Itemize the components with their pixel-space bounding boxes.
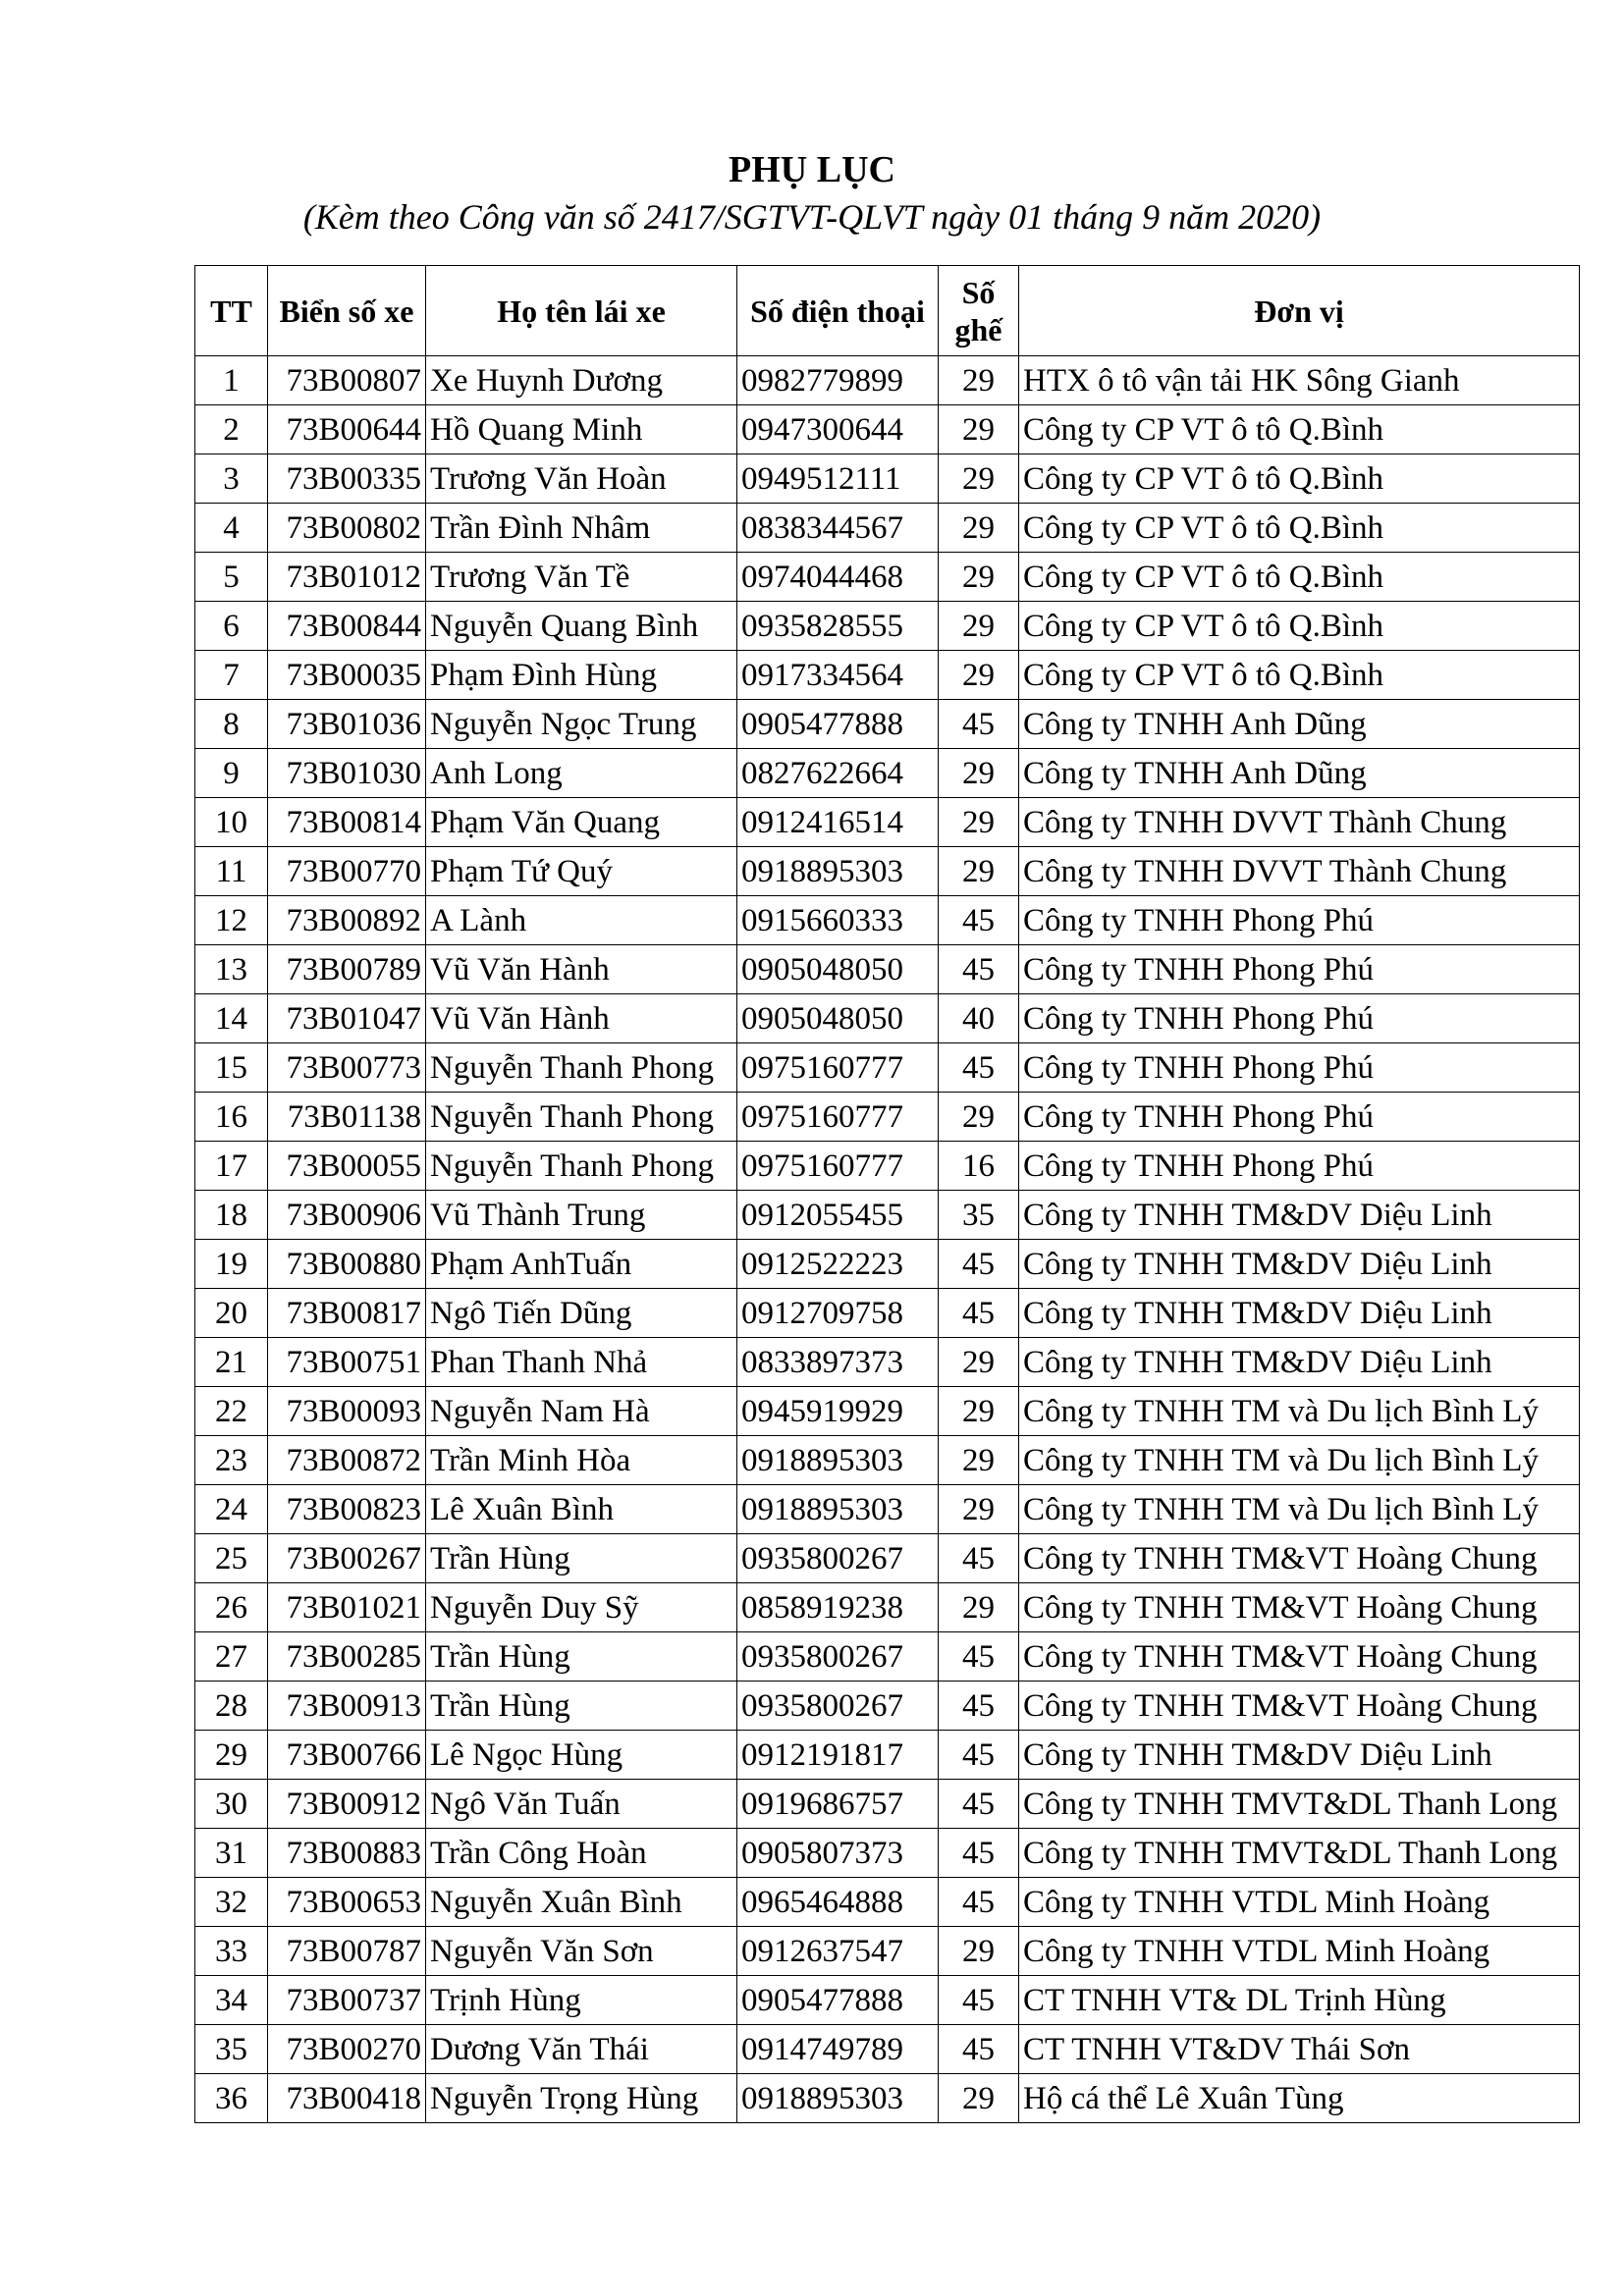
cell-driver: Nguyễn Trọng Hùng [426, 2074, 737, 2123]
cell-seats: 29 [939, 749, 1019, 798]
document-title: PHỤ LỤC [729, 149, 895, 190]
cell-seats: 45 [939, 1976, 1019, 2025]
cell-driver: Vũ Văn Hành [426, 945, 737, 994]
cell-plate: 73B00912 [268, 1780, 426, 1829]
cell-driver: Xe Huynh Dương [426, 356, 737, 405]
cell-plate: 73B00817 [268, 1289, 426, 1338]
header-phone: Số điện thoại [737, 266, 939, 356]
cell-unit: Công ty TNHH Phong Phú [1019, 1043, 1580, 1093]
table-row [195, 1682, 1580, 1731]
cell-unit: Công ty CP VT ô tô Q.Bình [1019, 454, 1580, 504]
table-row [195, 1240, 1580, 1289]
cell-phone: 0975160777 [737, 1043, 939, 1093]
cell-phone: 0905048050 [737, 994, 939, 1043]
cell-unit: Công ty TNHH TM&VT Hoàng Chung [1019, 1632, 1580, 1682]
cell-unit: Công ty TNHH Anh Dũng [1019, 749, 1580, 798]
cell-plate: 73B00807 [268, 356, 426, 405]
table-row [195, 1878, 1580, 1927]
table-row [195, 1976, 1580, 2025]
table-row [195, 504, 1580, 553]
cell-phone: 0905477888 [737, 700, 939, 749]
cell-plate: 73B00883 [268, 1829, 426, 1878]
cell-seats: 45 [939, 2025, 1019, 2074]
cell-unit: CT TNHH VT&DV Thái Sơn [1019, 2025, 1580, 2074]
cell-plate: 73B00892 [268, 896, 426, 945]
table-row [195, 1583, 1580, 1632]
table-row [195, 2074, 1580, 2123]
cell-seats: 29 [939, 1387, 1019, 1436]
cell-unit: Công ty TNHH Phong Phú [1019, 994, 1580, 1043]
table-row [195, 1485, 1580, 1534]
cell-phone: 0858919238 [737, 1583, 939, 1632]
cell-plate: 73B01030 [268, 749, 426, 798]
table-row [195, 553, 1580, 602]
cell-driver: Trịnh Hùng [426, 1976, 737, 2025]
cell-tt: 15 [195, 1043, 268, 1093]
cell-tt: 11 [195, 847, 268, 896]
cell-tt: 18 [195, 1191, 268, 1240]
cell-driver: Anh Long [426, 749, 737, 798]
table-row [195, 454, 1580, 504]
cell-unit: Công ty TNHH Phong Phú [1019, 1142, 1580, 1191]
cell-seats: 45 [939, 1240, 1019, 1289]
cell-unit: Công ty TNHH VTDL Minh Hoàng [1019, 1927, 1580, 1976]
cell-unit: Công ty TNHH VTDL Minh Hoàng [1019, 1878, 1580, 1927]
cell-seats: 29 [939, 2074, 1019, 2123]
table-row [195, 405, 1580, 454]
cell-seats: 29 [939, 454, 1019, 504]
cell-driver: Trương Văn Tề [426, 553, 737, 602]
cell-tt: 16 [195, 1093, 268, 1142]
header-driver: Họ tên lái xe [426, 266, 737, 356]
cell-tt: 14 [195, 994, 268, 1043]
cell-unit: Công ty TNHH TM&DV Diệu Linh [1019, 1289, 1580, 1338]
cell-plate: 73B01012 [268, 553, 426, 602]
cell-driver: Trần Công Hoàn [426, 1829, 737, 1878]
cell-seats: 45 [939, 1534, 1019, 1583]
cell-seats: 45 [939, 1632, 1019, 1682]
cell-tt: 8 [195, 700, 268, 749]
cell-tt: 32 [195, 1878, 268, 1927]
cell-seats: 45 [939, 700, 1019, 749]
cell-plate: 73B00335 [268, 454, 426, 504]
cell-unit: Công ty CP VT ô tô Q.Bình [1019, 405, 1580, 454]
cell-seats: 45 [939, 1829, 1019, 1878]
cell-unit: Công ty TNHH TMVT&DL Thanh Long [1019, 1829, 1580, 1878]
cell-unit: CT TNHH VT& DL Trịnh Hùng [1019, 1976, 1580, 2025]
cell-tt: 4 [195, 504, 268, 553]
table-row [195, 945, 1580, 994]
header-plate: Biển số xe [268, 266, 426, 356]
cell-plate: 73B00751 [268, 1338, 426, 1387]
cell-seats: 29 [939, 405, 1019, 454]
cell-plate: 73B00913 [268, 1682, 426, 1731]
cell-seats: 45 [939, 1289, 1019, 1338]
table-body [195, 356, 1580, 2123]
cell-phone: 0975160777 [737, 1142, 939, 1191]
cell-seats: 35 [939, 1191, 1019, 1240]
cell-phone: 0912416514 [737, 798, 939, 847]
table-row [195, 651, 1580, 700]
cell-unit: Công ty TNHH TM&DV Diệu Linh [1019, 1338, 1580, 1387]
cell-seats: 29 [939, 798, 1019, 847]
cell-plate: 73B00644 [268, 405, 426, 454]
cell-tt: 20 [195, 1289, 268, 1338]
cell-plate: 73B00055 [268, 1142, 426, 1191]
cell-phone: 0918895303 [737, 1436, 939, 1485]
cell-phone: 0914749789 [737, 2025, 939, 2074]
cell-phone: 0935828555 [737, 602, 939, 651]
cell-tt: 1 [195, 356, 268, 405]
cell-plate: 73B00773 [268, 1043, 426, 1093]
cell-driver: Nguyễn Thanh Phong [426, 1043, 737, 1093]
cell-driver: Nguyễn Thanh Phong [426, 1142, 737, 1191]
table-row [195, 1731, 1580, 1780]
cell-driver: Dương Văn Thái [426, 2025, 737, 2074]
cell-unit: Hộ cá thể Lê Xuân Tùng [1019, 2074, 1580, 2123]
cell-phone: 0974044468 [737, 553, 939, 602]
cell-plate: 73B00802 [268, 504, 426, 553]
cell-plate: 73B00766 [268, 1731, 426, 1780]
cell-unit: Công ty TNHH Phong Phú [1019, 1093, 1580, 1142]
cell-plate: 73B00770 [268, 847, 426, 896]
cell-tt: 34 [195, 1976, 268, 2025]
cell-driver: Nguyễn Ngọc Trung [426, 700, 737, 749]
cell-driver: Vũ Văn Hành [426, 994, 737, 1043]
cell-phone: 0905048050 [737, 945, 939, 994]
cell-driver: Phạm Đình Hùng [426, 651, 737, 700]
cell-plate: 73B00814 [268, 798, 426, 847]
cell-phone: 0915660333 [737, 896, 939, 945]
cell-phone: 0975160777 [737, 1093, 939, 1142]
cell-seats: 29 [939, 1436, 1019, 1485]
table-row [195, 1534, 1580, 1583]
cell-unit: Công ty TNHH DVVT Thành Chung [1019, 798, 1580, 847]
cell-seats: 29 [939, 356, 1019, 405]
cell-unit: Công ty TNHH TM&DV Diệu Linh [1019, 1731, 1580, 1780]
cell-unit: Công ty TNHH TM và Du lịch Bình Lý [1019, 1485, 1580, 1534]
cell-driver: Phạm Tứ Quý [426, 847, 737, 896]
cell-driver: Trần Hùng [426, 1534, 737, 1583]
cell-phone: 0912055455 [737, 1191, 939, 1240]
cell-driver: Vũ Thành Trung [426, 1191, 737, 1240]
cell-plate: 73B01021 [268, 1583, 426, 1632]
cell-phone: 0912709758 [737, 1289, 939, 1338]
cell-phone: 0912637547 [737, 1927, 939, 1976]
cell-unit: Công ty TNHH TM&DV Diệu Linh [1019, 1191, 1580, 1240]
table-row [195, 602, 1580, 651]
cell-phone: 0949512111 [737, 454, 939, 504]
cell-seats: 45 [939, 1682, 1019, 1731]
cell-tt: 36 [195, 2074, 268, 2123]
header-tt: TT [195, 266, 268, 356]
cell-seats: 29 [939, 847, 1019, 896]
cell-phone: 0919686757 [737, 1780, 939, 1829]
document-subtitle: (Kèm theo Công văn số 2417/SGTVT-QLVT ngày 01 tháng 9 năm 2020) [302, 197, 1322, 237]
cell-seats: 29 [939, 1093, 1019, 1142]
cell-tt: 2 [195, 405, 268, 454]
table-row [195, 2025, 1580, 2074]
cell-seats: 45 [939, 945, 1019, 994]
cell-phone: 0827622664 [737, 749, 939, 798]
header-unit: Đơn vị [1019, 266, 1580, 356]
cell-tt: 26 [195, 1583, 268, 1632]
cell-tt: 29 [195, 1731, 268, 1780]
cell-plate: 73B01047 [268, 994, 426, 1043]
cell-driver: Trần Hùng [426, 1632, 737, 1682]
cell-seats: 29 [939, 651, 1019, 700]
cell-driver: Nguyễn Quang Bình [426, 602, 737, 651]
cell-driver: Phan Thanh Nhả [426, 1338, 737, 1387]
cell-seats: 45 [939, 1043, 1019, 1093]
cell-phone: 0838344567 [737, 504, 939, 553]
cell-plate: 73B00787 [268, 1927, 426, 1976]
cell-unit: Công ty TNHH DVVT Thành Chung [1019, 847, 1580, 896]
cell-plate: 73B00653 [268, 1878, 426, 1927]
table-row [195, 1142, 1580, 1191]
cell-driver: Ngô Văn Tuấn [426, 1780, 737, 1829]
table-row [195, 1093, 1580, 1142]
table-row [195, 994, 1580, 1043]
cell-driver: Phạm Văn Quang [426, 798, 737, 847]
cell-tt: 17 [195, 1142, 268, 1191]
cell-tt: 24 [195, 1485, 268, 1534]
cell-seats: 29 [939, 1338, 1019, 1387]
cell-tt: 12 [195, 896, 268, 945]
cell-phone: 0935800267 [737, 1534, 939, 1583]
table-row [195, 1043, 1580, 1093]
cell-seats: 45 [939, 1731, 1019, 1780]
cell-plate: 73B00285 [268, 1632, 426, 1682]
cell-tt: 28 [195, 1682, 268, 1731]
cell-driver: Nguyễn Nam Hà [426, 1387, 737, 1436]
cell-unit: Công ty TNHH TMVT&DL Thanh Long [1019, 1780, 1580, 1829]
cell-phone: 0918895303 [737, 2074, 939, 2123]
table-header-row [195, 266, 1580, 356]
cell-driver: Ngô Tiến Dũng [426, 1289, 737, 1338]
cell-tt: 22 [195, 1387, 268, 1436]
cell-phone: 0982779899 [737, 356, 939, 405]
vehicle-table [194, 265, 1580, 2123]
cell-seats: 40 [939, 994, 1019, 1043]
cell-unit: Công ty TNHH TM và Du lịch Bình Lý [1019, 1387, 1580, 1436]
table-row [195, 700, 1580, 749]
cell-tt: 10 [195, 798, 268, 847]
cell-plate: 73B00906 [268, 1191, 426, 1240]
cell-driver: Trương Văn Hoàn [426, 454, 737, 504]
cell-plate: 73B00035 [268, 651, 426, 700]
cell-tt: 25 [195, 1534, 268, 1583]
cell-phone: 0918895303 [737, 1485, 939, 1534]
cell-plate: 73B00872 [268, 1436, 426, 1485]
table-row [195, 1289, 1580, 1338]
cell-tt: 3 [195, 454, 268, 504]
table-row [195, 1191, 1580, 1240]
cell-driver: Trần Hùng [426, 1682, 737, 1731]
table-row [195, 356, 1580, 405]
cell-phone: 0935800267 [737, 1632, 939, 1682]
cell-unit: HTX ô tô vận tải HK Sông Gianh [1019, 356, 1580, 405]
cell-driver: Trần Minh Hòa [426, 1436, 737, 1485]
cell-driver: Nguyễn Duy Sỹ [426, 1583, 737, 1632]
cell-unit: Công ty TNHH TM&VT Hoàng Chung [1019, 1583, 1580, 1632]
cell-unit: Công ty TNHH Phong Phú [1019, 945, 1580, 994]
table-row [195, 1338, 1580, 1387]
cell-plate: 73B00093 [268, 1387, 426, 1436]
table-row [195, 1387, 1580, 1436]
cell-unit: Công ty CP VT ô tô Q.Bình [1019, 553, 1580, 602]
cell-seats: 45 [939, 1780, 1019, 1829]
cell-phone: 0945919929 [737, 1387, 939, 1436]
cell-seats: 29 [939, 1927, 1019, 1976]
cell-tt: 7 [195, 651, 268, 700]
cell-plate: 73B01138 [268, 1093, 426, 1142]
cell-phone: 0905477888 [737, 1976, 939, 2025]
table-row [195, 896, 1580, 945]
cell-plate: 73B00880 [268, 1240, 426, 1289]
cell-tt: 30 [195, 1780, 268, 1829]
table-row [195, 798, 1580, 847]
cell-tt: 27 [195, 1632, 268, 1682]
cell-plate: 73B00737 [268, 1976, 426, 2025]
cell-phone: 0917334564 [737, 651, 939, 700]
cell-seats: 29 [939, 1485, 1019, 1534]
cell-phone: 0918895303 [737, 847, 939, 896]
cell-phone: 0947300644 [737, 405, 939, 454]
cell-phone: 0912522223 [737, 1240, 939, 1289]
cell-unit: Công ty TNHH TM&VT Hoàng Chung [1019, 1682, 1580, 1731]
cell-driver: Nguyễn Thanh Phong [426, 1093, 737, 1142]
cell-plate: 73B00789 [268, 945, 426, 994]
cell-tt: 21 [195, 1338, 268, 1387]
table-row [195, 1632, 1580, 1682]
cell-tt: 23 [195, 1436, 268, 1485]
cell-seats: 45 [939, 1878, 1019, 1927]
cell-unit: Công ty TNHH Phong Phú [1019, 896, 1580, 945]
cell-driver: Phạm AnhTuấn [426, 1240, 737, 1289]
cell-seats: 29 [939, 602, 1019, 651]
table-row [195, 847, 1580, 896]
table-row [195, 1927, 1580, 1976]
cell-phone: 0965464888 [737, 1878, 939, 1927]
cell-phone: 0833897373 [737, 1338, 939, 1387]
cell-driver: Nguyễn Văn Sơn [426, 1927, 737, 1976]
cell-plate: 73B01036 [268, 700, 426, 749]
cell-tt: 13 [195, 945, 268, 994]
cell-seats: 29 [939, 1583, 1019, 1632]
header-seats: Số ghế [939, 266, 1019, 356]
cell-seats: 45 [939, 896, 1019, 945]
cell-driver: Hồ Quang Minh [426, 405, 737, 454]
cell-tt: 5 [195, 553, 268, 602]
cell-unit: Công ty TNHH Anh Dũng [1019, 700, 1580, 749]
cell-tt: 33 [195, 1927, 268, 1976]
cell-unit: Công ty CP VT ô tô Q.Bình [1019, 602, 1580, 651]
cell-seats: 29 [939, 504, 1019, 553]
cell-unit: Công ty TNHH TM&VT Hoàng Chung [1019, 1534, 1580, 1583]
cell-plate: 73B00267 [268, 1534, 426, 1583]
cell-driver: Lê Ngọc Hùng [426, 1731, 737, 1780]
cell-plate: 73B00270 [268, 2025, 426, 2074]
cell-driver: Lê Xuân Bình [426, 1485, 737, 1534]
cell-unit: Công ty TNHH TM&DV Diệu Linh [1019, 1240, 1580, 1289]
cell-tt: 35 [195, 2025, 268, 2074]
cell-driver: Trần Đình Nhâm [426, 504, 737, 553]
cell-tt: 6 [195, 602, 268, 651]
cell-phone: 0935800267 [737, 1682, 939, 1731]
cell-unit: Công ty TNHH TM và Du lịch Bình Lý [1019, 1436, 1580, 1485]
table-row [195, 749, 1580, 798]
cell-seats: 29 [939, 553, 1019, 602]
cell-plate: 73B00844 [268, 602, 426, 651]
table-row [195, 1780, 1580, 1829]
table-row [195, 1436, 1580, 1485]
cell-tt: 19 [195, 1240, 268, 1289]
cell-unit: Công ty CP VT ô tô Q.Bình [1019, 651, 1580, 700]
cell-phone: 0912191817 [737, 1731, 939, 1780]
cell-driver: A Lành [426, 896, 737, 945]
cell-driver: Nguyễn Xuân Bình [426, 1878, 737, 1927]
cell-plate: 73B00823 [268, 1485, 426, 1534]
cell-plate: 73B00418 [268, 2074, 426, 2123]
cell-tt: 31 [195, 1829, 268, 1878]
cell-tt: 9 [195, 749, 268, 798]
cell-seats: 16 [939, 1142, 1019, 1191]
cell-phone: 0905807373 [737, 1829, 939, 1878]
table-row [195, 1829, 1580, 1878]
cell-unit: Công ty CP VT ô tô Q.Bình [1019, 504, 1580, 553]
